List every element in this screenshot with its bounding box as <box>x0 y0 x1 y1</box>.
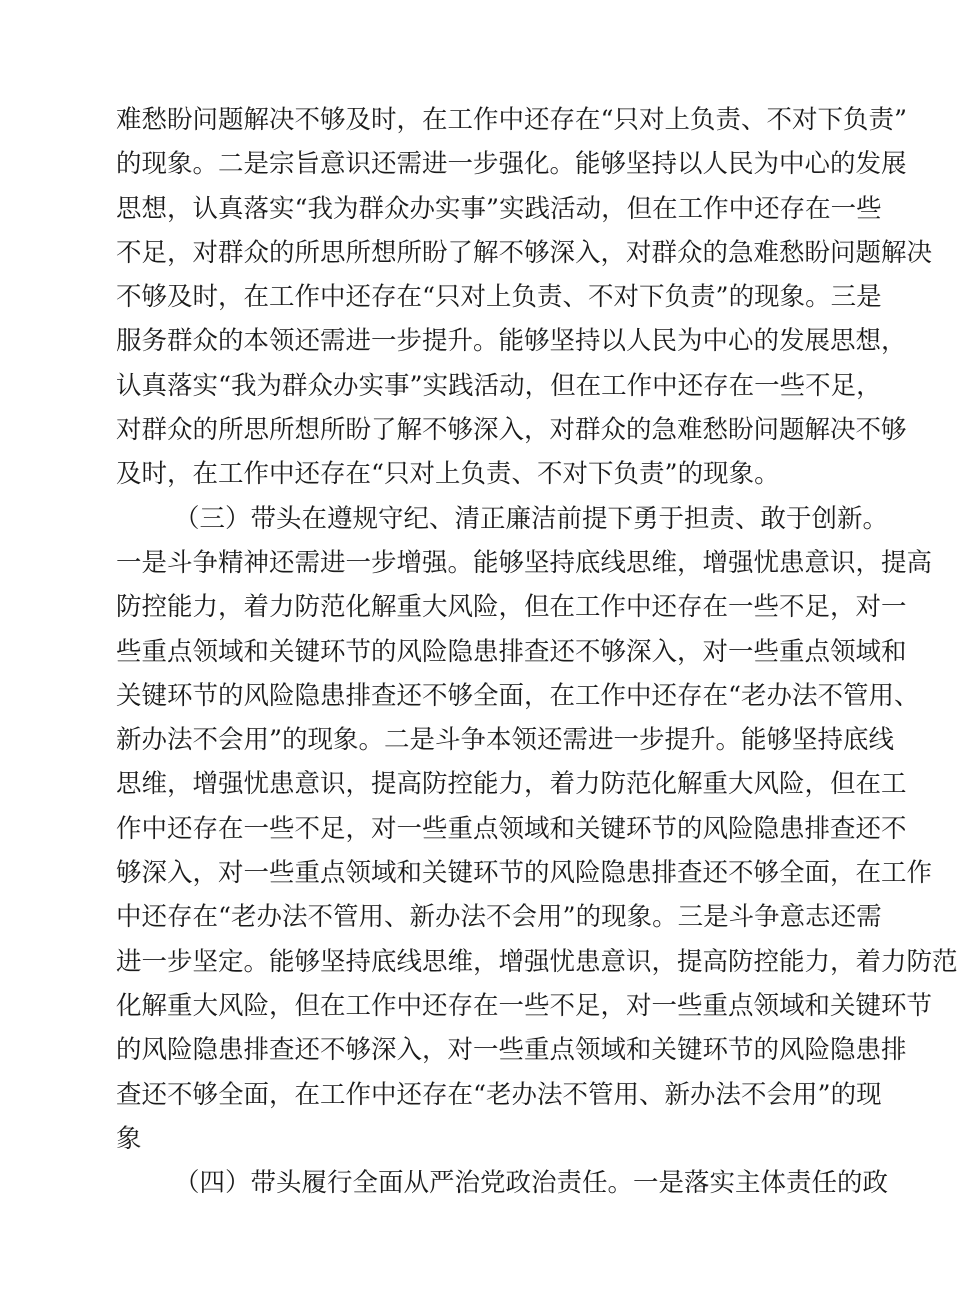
text-line: 进一步坚定。能够坚持底线思维，增强忧患意识，提高防控能力，着力防范 <box>116 946 958 977</box>
text-line: 象 <box>116 1123 142 1154</box>
text-line: 认真落实“我为群众办实事”实践活动，但在工作中还存在一些不足， <box>116 370 882 401</box>
text-line: 够深入，对一些重点领域和关键环节的风险隐患排查还不够全面，在工作 <box>116 858 933 889</box>
text-line: 不够及时，在工作中还存在“只对上负责、不对下负责”的现象。三是 <box>116 282 882 313</box>
section-heading-4: （四）带头履行全面从严治党政治责任。一是落实主体责任的政 <box>174 1168 889 1199</box>
text-line: 中还存在“老办法不管用、新办法不会用”的现象。三是斗争意志还需 <box>116 902 882 933</box>
text-line: 新办法不会用”的现象。二是斗争本领还需进一步提升。能够坚持底线 <box>116 725 895 756</box>
text-line: 不足，对群众的所思所想所盼了解不够深入，对群众的急难愁盼问题解决 <box>116 237 933 268</box>
text-line: 服务群众的本领还需进一步提升。能够坚持以人民为中心的发展思想， <box>116 326 907 357</box>
text-line: 作中还存在一些不足，对一些重点领域和关键环节的风险隐患排查还不 <box>116 813 907 844</box>
section-heading-3: （三）带头在遵规守纪、清正廉洁前提下勇于担责、敢于创新。 <box>174 503 889 534</box>
text-line: 及时，在工作中还存在“只对上负责、不对下负责”的现象。 <box>116 459 780 490</box>
text-line: 的现象。二是宗旨意识还需进一步强化。能够坚持以人民为中心的发展 <box>116 149 907 180</box>
text-line: 对群众的所思所想所盼了解不够深入，对群众的急难愁盼问题解决不够 <box>116 415 907 446</box>
text-line: 思想，认真落实“我为群众办实事”实践活动，但在工作中还存在一些 <box>116 193 882 224</box>
text-line: 思维，增强忧患意识，提高防控能力，着力防范化解重大风险，但在工 <box>116 769 907 800</box>
text-line: 化解重大风险，但在工作中还存在一些不足，对一些重点领域和关键环节 <box>116 990 933 1021</box>
text-line: 一是斗争精神还需进一步增强。能够坚持底线思维，增强忧患意识，提高 <box>116 547 933 578</box>
text-line: 查还不够全面，在工作中还存在“老办法不管用、新办法不会用”的现 <box>116 1079 882 1110</box>
body-text <box>116 98 958 1205</box>
text-line: 防控能力，着力防范化解重大风险，但在工作中还存在一些不足，对一 <box>116 592 907 623</box>
text-line: 些重点领域和关键环节的风险隐患排查还不够深入，对一些重点领域和 <box>116 636 907 667</box>
text-line: 关键环节的风险隐患排查还不够全面，在工作中还存在“老办法不管用、 <box>116 680 920 711</box>
text-line: 难愁盼问题解决不够及时，在工作中还存在“只对上负责、不对下负责” <box>116 105 908 135</box>
text-line: 的风险隐患排查还不够深入，对一些重点领域和关键环节的风险隐患排 <box>116 1035 907 1066</box>
